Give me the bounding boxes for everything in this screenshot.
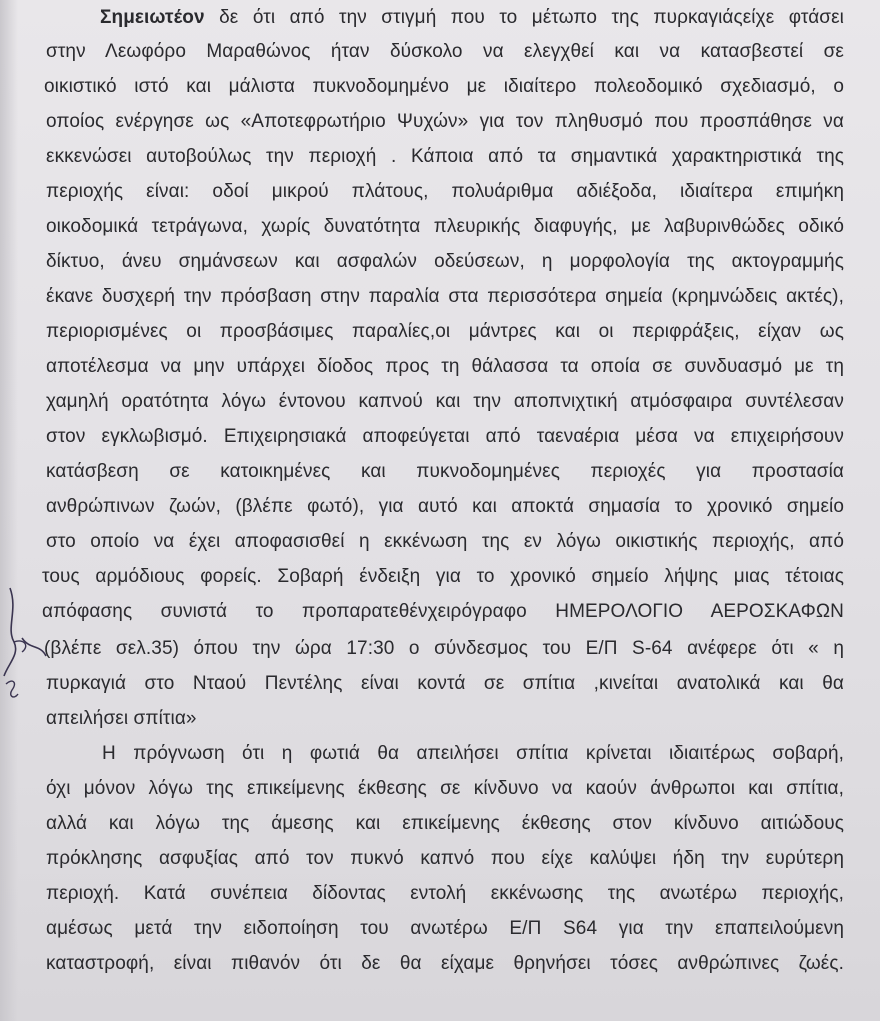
- text-line: κατάσβεση σε κατοικημένες και πυκνοδομημένες περιοχές για προστασία: [46, 461, 844, 482]
- text-line: αμέσως μετά την ειδοποίηση του ανωτέρω Ε/Π S64 για την επαπειλούμενη: [46, 918, 844, 939]
- text-line: Σημειωτέον δε ότι από την στιγμή που το μέτωπο της πυρκαγιάςείχε φτάσει: [100, 7, 844, 28]
- text-line: όχι μόνον λόγω της επικείμενης έκθεσης σε κίνδυνο να καούν άνθρωποι και σπίτια,: [46, 778, 844, 799]
- text-line: στον εγκλωβισμό. Επιχειρησιακά αποφεύγεται από ταεναέρια μέσα να επιχειρήσουν: [46, 426, 844, 447]
- text-line: περιοχή. Κατά συνέπεια δίδοντας εντολή εκκένωσης της ανωτέρω περιοχής,: [46, 883, 844, 904]
- text-line: στην Λεωφόρο Μαραθώνος ήταν δύσκολο να ελεγχθεί και να κατασβεστεί σε: [46, 41, 844, 62]
- page-shadow: [0, 0, 18, 1021]
- text-line: απόφασης συνιστά το προπαρατεθένχειρόγραφο ΗΜΕΡΟΛΟΓΙΟ ΑΕΡΟΣΚΑΦΩΝ: [42, 601, 844, 622]
- text-line: εκκενώσει αυτοβούλως την περιοχή . Κάποια από τα σημαντικά χαρακτηριστικά της: [46, 146, 844, 167]
- text-line: (βλέπε σελ.35) όπου την ώρα 17:30 ο σύνδεσμος του Ε/Π S-64 ανέφερε ότι « η: [44, 638, 844, 659]
- text-line: αποτέλεσμα να μην υπάρχει δίοδος προς τη θάλασσα τα οποία σε συνδυασμό με τη: [46, 356, 844, 377]
- text-line: οικοδομικά τετράγωνα, χωρίς δυνατότητα πλευρικής διαφυγής, με λαβυρινθώδες οδικό: [46, 216, 844, 237]
- text-line: περιοχής είναι: οδοί μικρού πλάτους, πολυάριθμα αδιέξοδα, ιδιαίτερα επιμήκη: [46, 181, 844, 202]
- text-line: έκανε δυσχερή την πρόσβαση στην παραλία στα περισσότερα σημεία (κρημνώδεις ακτές),: [46, 286, 844, 307]
- text-line: χαμηλή ορατότητα λόγω έντονου καπνού και την αποπνιχτική ατμόσφαιρα συντέλεσαν: [46, 391, 844, 412]
- text-line: τους αρμόδιους φορείς. Σοβαρή ένδειξη για το χρονικό σημείο λήψης μιας τέτοιας: [42, 566, 844, 587]
- text-line: δίκτυο, άνευ σημάνσεων και ασφαλών οδεύσεων, η μορφολογία της ακτογραμμής: [46, 251, 844, 272]
- emphasis-word: Σημειωτέον: [100, 7, 205, 28]
- text-line: στο οποίο να έχει αποφασισθεί η εκκένωση της εν λόγω οικιστικής περιοχής, από: [46, 531, 844, 552]
- text-line: ανθρώπινων ζωών, (βλέπε φωτό), για αυτό και αποκτά σημασία το χρονικό σημείο: [46, 496, 844, 517]
- text-line: οποίος ενέργησε ως «Αποτεφρωτήριο Ψυχών» για τον πληθυσμό που προσπάθησε να: [46, 111, 844, 132]
- text-line: απειλήσει σπίτια»: [46, 708, 197, 729]
- text-line: πρόκλησης ασφυξίας από τον πυκνό καπνό που είχε καλύψει ήδη την ευρύτερη: [46, 848, 844, 869]
- text-line: Η πρόγνωση ότι η φωτιά θα απειλήσει σπίτια κρίνεται ιδιαιτέρως σοβαρή,: [102, 743, 844, 764]
- text-line: περιορισμένες οι προσβάσιμες παραλίες,οι μάντρες και οι περιφράξεις, είχαν ως: [46, 321, 844, 342]
- document-page: [36, 0, 856, 1021]
- text-line: πυρκαγιά στο Νταού Πεντέλης είναι κοντά σε σπίτια ,κινείται ανατολικά και θα: [46, 673, 844, 694]
- text-line: καταστροφή, είναι πιθανόν ότι δε θα είχαμε θρηνήσει τόσες ανθρώπινες ζωές.: [46, 953, 844, 974]
- text-line: οικιστικό ιστό και μάλιστα πυκνοδομημένο με ιδιαίτερο πολεοδομικό σχεδιασμό, ο: [44, 76, 844, 97]
- text-line: αλλά και λόγω της άμεσης και επικείμενης έκθεσης στον κίνδυνο αιτιώδους: [46, 813, 844, 834]
